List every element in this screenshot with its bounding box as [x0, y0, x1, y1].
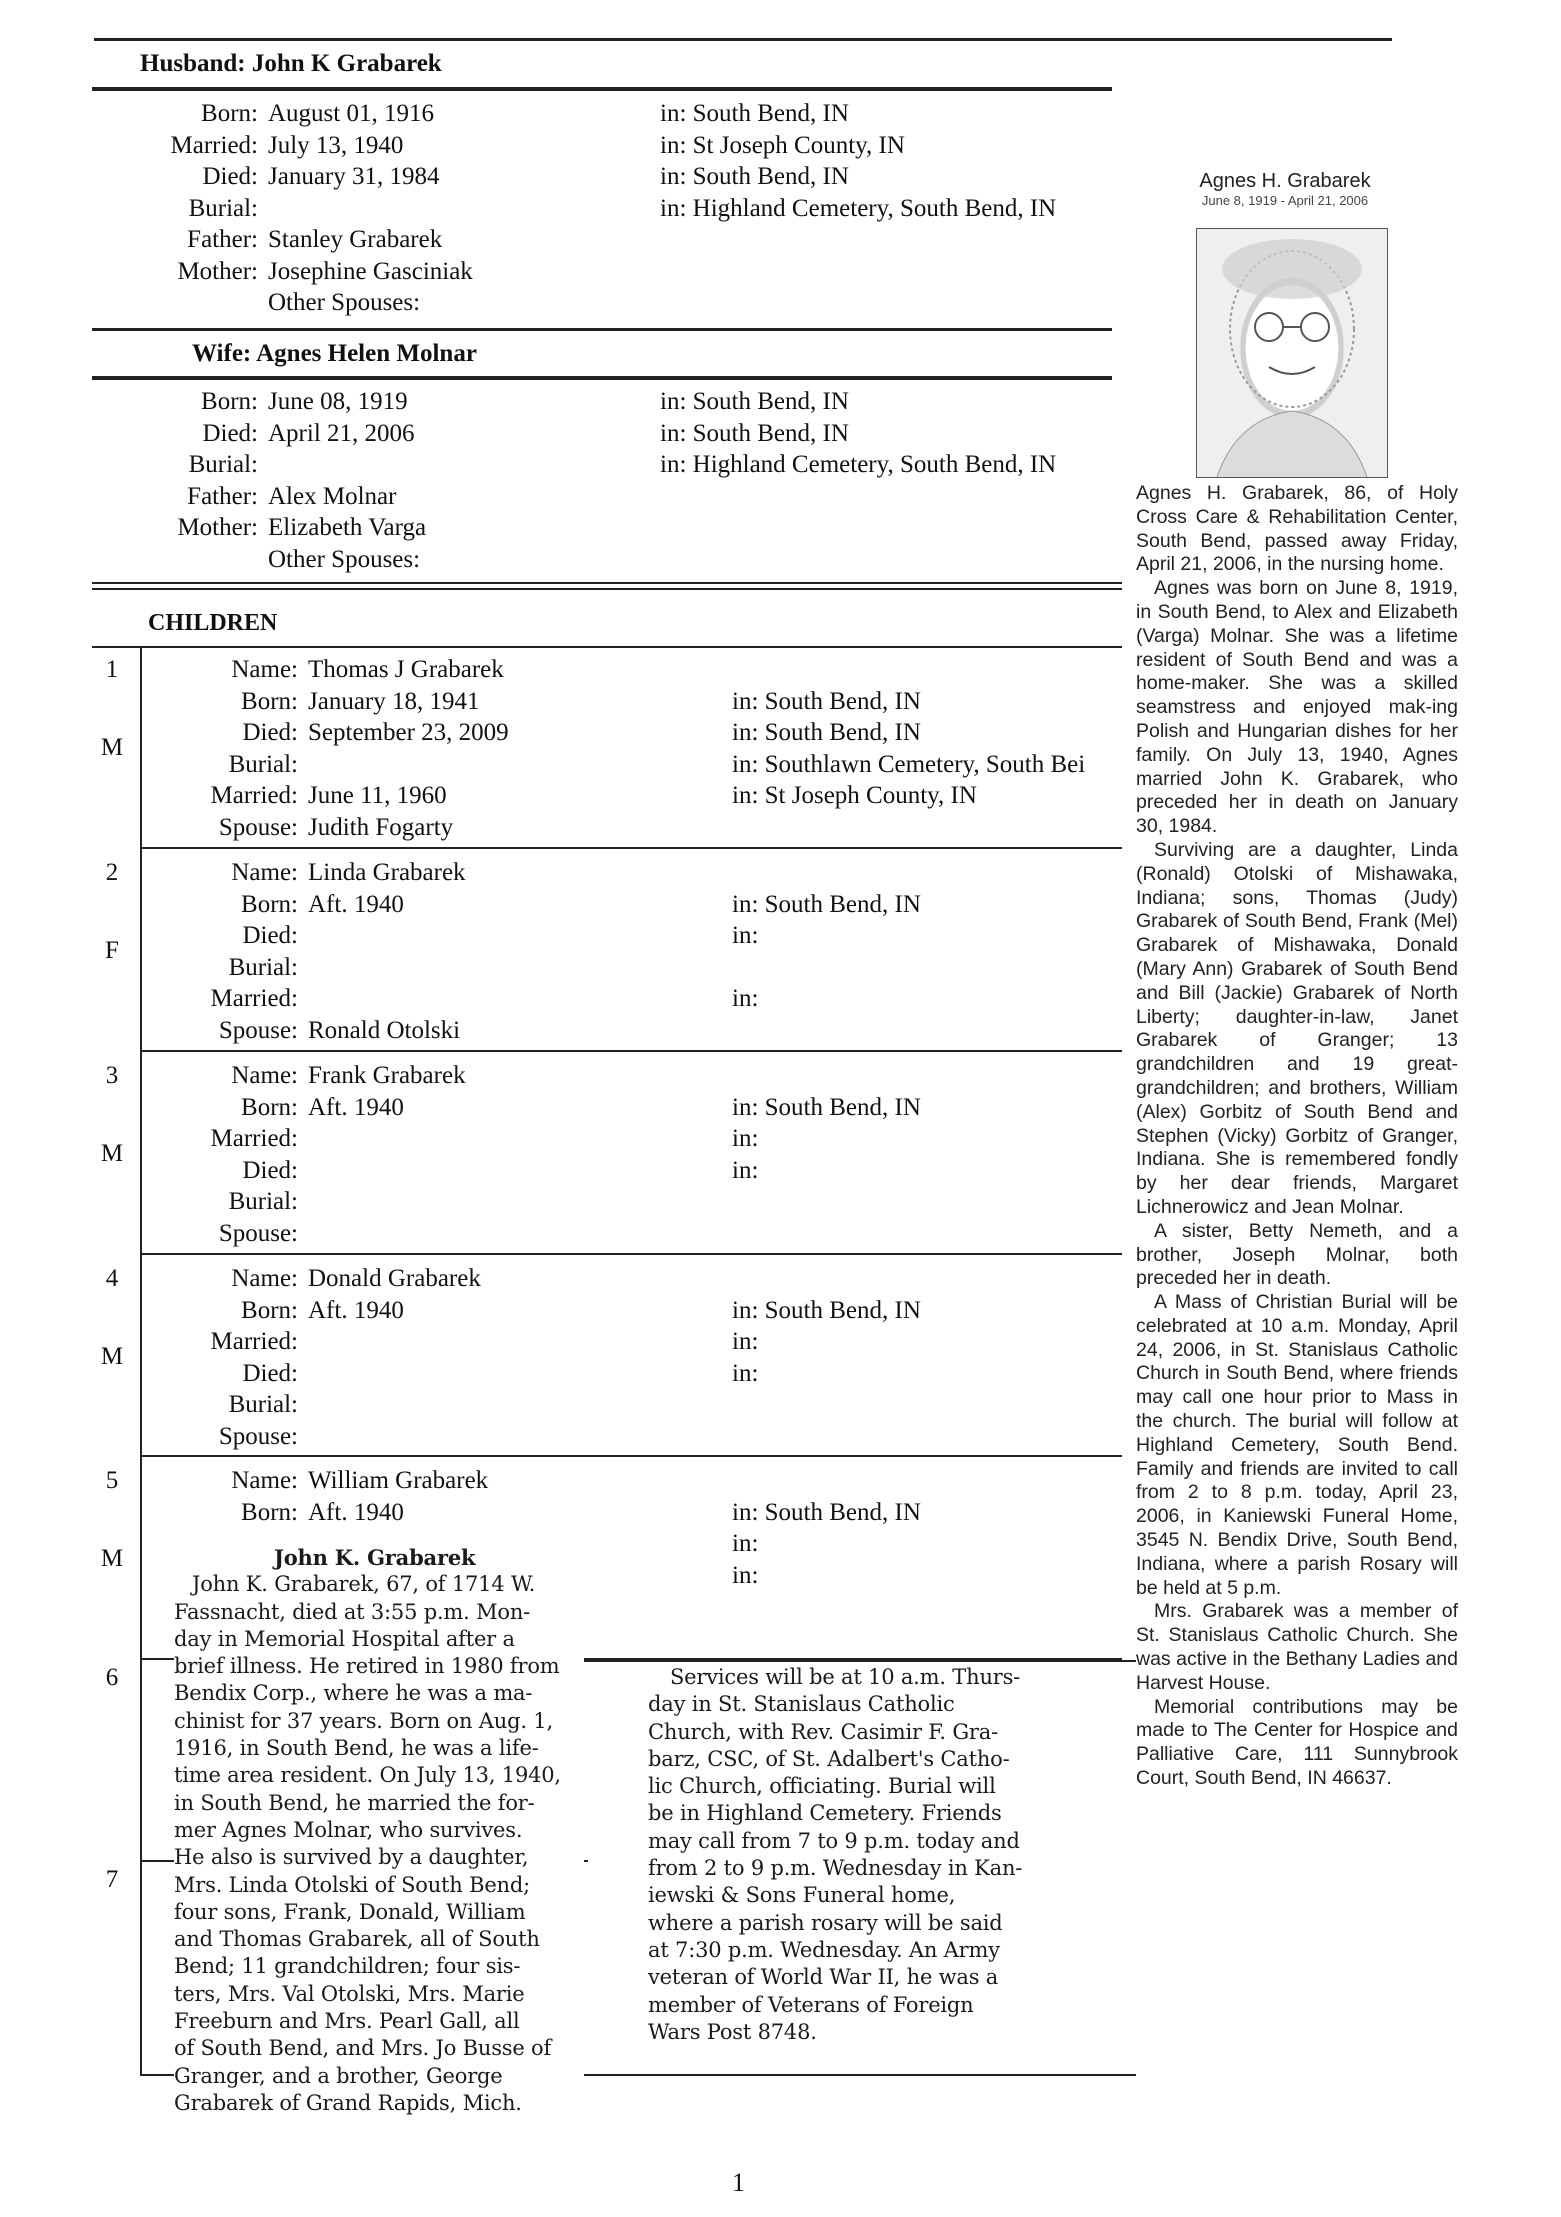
child-number: 5 — [105, 1467, 119, 1494]
child-number: 3 — [105, 1062, 119, 1089]
wife-father-value: Alex Molnar — [268, 482, 397, 510]
obituary-agnes-paragraph: A Mass of Christian Burial will be celebrated at 10 a.m. Monday, April 24, 2006, in St. Stanislaus Catholic Church in South Bend, where friends may call one hour prior to Mass in the church. The burial will follow at Highland Cemetery, South Bend. Family and friends are invited to call from 2 to 8 p.m. today, April 23, 2006, in Kaniewski Funeral Home, 3545 N. Bendix Drive, South Bend, Indiana, where a parish Rosary will be held at 5 p.m. — [1136, 1291, 1458, 1599]
child-number: 1 — [105, 656, 119, 683]
child-field-label: Spouse: — [218, 1016, 298, 1044]
husband-born-place: in: South Bend, IN — [660, 100, 849, 127]
child-field-value: Judith Fogarty — [308, 813, 454, 841]
child-field-value: Aft. 1940 — [308, 1498, 404, 1526]
obituary-agnes-paragraph: Agnes H. Grabarek, 86, of Holy Cross Care & Rehabilitation Center, South Bend, passed away Friday, April 21, 2006, in the nursing home. — [1136, 482, 1458, 576]
husband-rule — [92, 87, 1112, 91]
obituary-john-line: Mrs. Linda Otolski of South Bend; — [174, 1872, 530, 1897]
husband-married-place: in: St Joseph County, IN — [660, 131, 905, 159]
child-field-label: Name: — [231, 1467, 298, 1494]
child-field-label: Burial: — [228, 750, 298, 778]
wife-burial-label: Burial: — [188, 451, 258, 478]
child-field-place: in: South Bend, IN — [732, 687, 921, 715]
obituary-john-line: 1916, in South Bend, he was a life- — [174, 1736, 539, 1761]
obituary-agnes — [1130, 170, 1470, 208]
child-number: 6 — [105, 1664, 119, 1691]
obituary-john-continued-line: at 7:30 p.m. Wednesday. An Army — [648, 1937, 1000, 1962]
child-field-label: Spouse: — [218, 1219, 298, 1247]
child-field-label: Spouse: — [218, 1422, 298, 1450]
child-field-label: Married: — [210, 782, 298, 809]
obituary-agnes-body — [1136, 482, 1458, 1791]
obituary-john-line: Freeburn and Mrs. Pearl Gall, all — [174, 2009, 520, 2034]
husband-born-value: August 01, 1916 — [268, 100, 434, 127]
child-sex: F — [105, 937, 119, 964]
husband-title: Husband: John K Grabarek — [140, 50, 442, 77]
husband-mother-label: Mother: — [177, 257, 258, 285]
child-field-place: in: South Bend, IN — [732, 1498, 921, 1526]
obituary-john-line: Fassnacht, died at 3:55 p.m. Mon- — [174, 1599, 531, 1624]
husband-father-label: Father: — [187, 226, 258, 253]
child-field-label: Born: — [241, 687, 298, 715]
child-field-place: in: Southlawn Cemetery, South Bei — [732, 750, 1086, 778]
child-field-label: Burial: — [228, 953, 298, 981]
wife-burial-place: in: Highland Cemetery, South Bend, IN — [660, 451, 1057, 478]
child-field-label: Burial: — [228, 1391, 298, 1418]
obituary-john-continued-line: member of Veterans of Foreign — [648, 1992, 974, 2017]
child-field-place: in: — [732, 1156, 759, 1184]
child-number: 4 — [105, 1265, 119, 1292]
child-field-label: Name: — [231, 859, 298, 886]
child-field-value: January 18, 1941 — [308, 687, 480, 715]
children-title: CHILDREN — [148, 610, 278, 636]
obituary-agnes-paragraph: A sister, Betty Nemeth, and a brother, Joseph Molnar, both preceded her in death. — [1136, 1219, 1458, 1290]
obituary-agnes-dates: June 8, 1919 - April 21, 2006 — [1201, 193, 1369, 208]
obituary-john-line: four sons, Frank, Donald, William — [174, 1899, 526, 1924]
wife-top-rule — [92, 328, 1112, 331]
child-sex: M — [100, 1343, 124, 1370]
child-separator-rule — [140, 1050, 1122, 1052]
obituary-agnes-paragraph: Memorial contributions may be made to The Center for Hospice and Palliative Care, 111 Sunnybrook Court, South Bend, IN 46637. — [1136, 1695, 1458, 1790]
clip-rule-bottom — [584, 2074, 1136, 2076]
husband-other-spouses: Other Spouses: — [268, 289, 421, 316]
wife-born-place: in: South Bend, IN — [660, 388, 849, 415]
obituary-john-line: Grabarek of Grand Rapids, Mich. — [174, 2090, 522, 2115]
obituary-john-line: brief illness. He retired in 1980 from — [174, 1654, 560, 1679]
child-field-label: Born: — [241, 1296, 298, 1324]
child-sex: M — [100, 734, 124, 761]
child-field-place: in: South Bend, IN — [732, 890, 921, 918]
husband-burial-label: Burial: — [188, 194, 258, 222]
obituary-john-continued-line: Church, with Rev. Casimir F. Gra- — [648, 1719, 998, 1744]
obituary-john-line: Granger, and a brother, George — [174, 2063, 503, 2088]
obituary-john-line: John K. Grabarek, 67, of 1714 W. — [192, 1572, 536, 1597]
obituary-john-line: time area resident. On July 13, 1940, — [174, 1763, 561, 1788]
obituary-john-continued-line: day in St. Stanislaus Catholic — [648, 1692, 955, 1717]
obituary-john-line: Bend; 11 grandchildren; four sis- — [174, 1954, 521, 1979]
husband-burial-place: in: Highland Cemetery, South Bend, IN — [660, 194, 1057, 222]
obituary-john-continued-line: lic Church, officiating. Burial will — [648, 1774, 996, 1799]
wife-mother-label: Mother: — [177, 514, 258, 541]
wife-born-label: Born: — [201, 388, 258, 415]
husband-died-label: Died: — [202, 163, 258, 190]
child-field-place: in: — [732, 985, 759, 1012]
wife-father-label: Father: — [187, 482, 258, 510]
wife-other-spouses: Other Spouses: — [268, 545, 421, 573]
child-field-value: Aft. 1940 — [308, 890, 404, 918]
child-field-value: Ronald Otolski — [308, 1016, 461, 1044]
wife-born-value: June 08, 1919 — [268, 388, 408, 415]
wife-died-value: April 21, 2006 — [268, 419, 415, 447]
child-field-value: Aft. 1940 — [308, 1093, 404, 1121]
child-number: 2 — [105, 859, 119, 886]
obituary-john-continued-line: be in Highland Cemetery. Friends — [648, 1801, 1002, 1826]
husband-father-value: Stanley Grabarek — [268, 226, 443, 253]
husband-mother-value: Josephine Gasciniak — [268, 257, 473, 285]
clip-rule-top — [584, 1660, 1136, 1662]
obituary-john — [174, 1544, 584, 2117]
child-field-place: in: — [732, 1561, 759, 1589]
child-separator-rule — [140, 1253, 1122, 1255]
obituary-john-continued-line: may call from 7 to 9 p.m. today and — [648, 1828, 1020, 1853]
obituary-john-continued-line: where a parish rosary will be said — [648, 1910, 1003, 1935]
child-field-label: Died: — [242, 719, 298, 746]
wife-title: Wife: Agnes Helen Molnar — [192, 340, 477, 367]
child-sex: M — [100, 1140, 124, 1167]
child-field-value: September 23, 2009 — [308, 719, 509, 746]
child-field-place: in: — [732, 1328, 759, 1355]
child-field-label: Name: — [231, 1265, 298, 1292]
obituary-john-continued-line: veteran of World War II, he was a — [648, 1965, 999, 1990]
wife-died-label: Died: — [202, 419, 258, 447]
obituary-john-continued-line: Wars Post 8748. — [648, 2019, 817, 2044]
child-field-place: in: — [732, 922, 759, 949]
child-field-label: Died: — [242, 1359, 298, 1387]
obituary-john-line: and Thomas Grabarek, all of South — [174, 1927, 540, 1952]
child-field-place: in: — [732, 1125, 759, 1152]
child-field-place: in: — [732, 1359, 759, 1387]
wife-died-place: in: South Bend, IN — [660, 419, 849, 447]
child-field-value: Linda Grabarek — [308, 859, 466, 886]
obituary-agnes-title: Agnes H. Grabarek — [1199, 170, 1371, 192]
obituary-john-continued-line: from 2 to 9 p.m. Wednesday in Kan- — [648, 1856, 1023, 1881]
child-field-label: Born: — [241, 1498, 298, 1526]
child-field-label: Burial: — [228, 1188, 298, 1215]
husband-born-label: Born: — [201, 100, 258, 127]
page-number: 1 — [732, 2168, 745, 2197]
child-field-label: Born: — [241, 1093, 298, 1121]
children-top-rule-2 — [92, 588, 1122, 590]
obituary-john-continued — [648, 1664, 1068, 2046]
child-field-value: Thomas J Grabarek — [308, 656, 504, 683]
obituary-john-continued-line: barz, CSC, of St. Adalbert's Catho- — [648, 1746, 1010, 1771]
obituary-agnes-paragraph: Agnes was born on June 8, 1919, in South Bend, to Alex and Elizabeth (Varga) Molnar. She was a lifetime resident of South Bend and was a home-maker. She was a skilled seamstress and enjoyed mak-ing Polish and Hungarian dishes for her family. On July 13, 1940, Agnes married John K. Grabarek, who preceded her in death on January 30, 1984. — [1136, 577, 1458, 838]
obituary-john-line: Bendix Corp., where he was a ma- — [174, 1681, 533, 1706]
child-separator-rule — [140, 1455, 1122, 1457]
child-number: 7 — [105, 1866, 119, 1893]
obituary-john-line: chinist for 37 years. Born on Aug. 1, — [174, 1708, 553, 1733]
child-field-place: in: South Bend, IN — [732, 1296, 921, 1324]
obituary-john-line: ters, Mrs. Val Otolski, Mrs. Marie — [174, 1981, 525, 2006]
obituary-john-line: of South Bend, and Mrs. Jo Busse of — [174, 2036, 552, 2061]
portrait-sketch — [1197, 229, 1387, 477]
child-field-label: Name: — [231, 656, 298, 683]
child-field-label: Married: — [210, 1125, 298, 1152]
children-rule — [92, 646, 1122, 648]
husband-married-value: July 13, 1940 — [268, 131, 404, 159]
child-field-place: in: St Joseph County, IN — [732, 782, 977, 809]
child-field-value: Donald Grabarek — [308, 1265, 481, 1292]
child-field-label: Died: — [242, 922, 298, 949]
child-field-label: Spouse: — [218, 813, 298, 841]
child-field-value: Aft. 1940 — [308, 1296, 404, 1324]
obituary-john-line: in South Bend, he married the for- — [174, 1790, 535, 1815]
husband-died-place: in: South Bend, IN — [660, 163, 849, 190]
child-field-label: Name: — [231, 1062, 298, 1089]
child-field-value: William Grabarek — [308, 1467, 489, 1494]
wife-rule — [92, 376, 1112, 380]
top-rule — [94, 38, 1392, 41]
child-field-label: Married: — [210, 985, 298, 1012]
husband-married-label: Married: — [170, 131, 258, 159]
obituary-john-line: mer Agnes Molnar, who survives. — [174, 1817, 523, 1842]
child-field-label: Married: — [210, 1328, 298, 1355]
child-field-label: Born: — [241, 890, 298, 918]
child-field-place: in: South Bend, IN — [732, 1093, 921, 1121]
obituary-john-continued-line: Services will be at 10 a.m. Thurs- — [670, 1665, 1021, 1689]
obituary-agnes-paragraph: Mrs. Grabarek was a member of St. Stanislaus Catholic Church. She was active in the Bethany Ladies and Harvest House. — [1136, 1600, 1458, 1694]
children-top-rule — [92, 582, 1122, 584]
obituary-john-title: John K. Grabarek — [274, 1545, 476, 1570]
child-field-label: Died: — [242, 1156, 298, 1184]
agnes-portrait-photo — [1196, 228, 1388, 478]
child-field-place: in: — [732, 1530, 759, 1557]
child-field-place: in: South Bend, IN — [732, 719, 921, 746]
child-separator-rule — [140, 847, 1122, 849]
child-sex: M — [100, 1545, 124, 1572]
child-field-value: Frank Grabarek — [308, 1062, 466, 1089]
child-field-value: June 11, 1960 — [308, 782, 447, 809]
obituary-john-continued-line: iewski & Sons Funeral home, — [648, 1883, 956, 1908]
obituary-john-line: day in Memorial Hospital after a — [174, 1626, 515, 1651]
obituary-john-line: He also is survived by a daughter, — [174, 1845, 529, 1870]
obituary-agnes-paragraph: Surviving are a daughter, Linda (Ronald) Otolski of Mishawaka, Indiana; sons, Thomas (Judy) Grabarek of South Bend, Frank (Mel) Grabarek of Mishawaka, Donald (Mary Ann) Grabarek of South Bend and Bill (Jackie) Grabarek of North Liberty; daughter-in-law, Janet Grabarek of Granger; 13 grandchildren and 19 great-grandchildren; and brothers, William (Alex) Gorbitz of South Bend and Stephen (Vicky) Gorbitz of Granger, Indiana. She is remembered fondly by her dear friends, Margaret Lichnerowicz and Jean Molnar. — [1136, 838, 1458, 1218]
husband-died-value: January 31, 1984 — [268, 163, 440, 190]
wife-mother-value: Elizabeth Varga — [268, 514, 427, 541]
